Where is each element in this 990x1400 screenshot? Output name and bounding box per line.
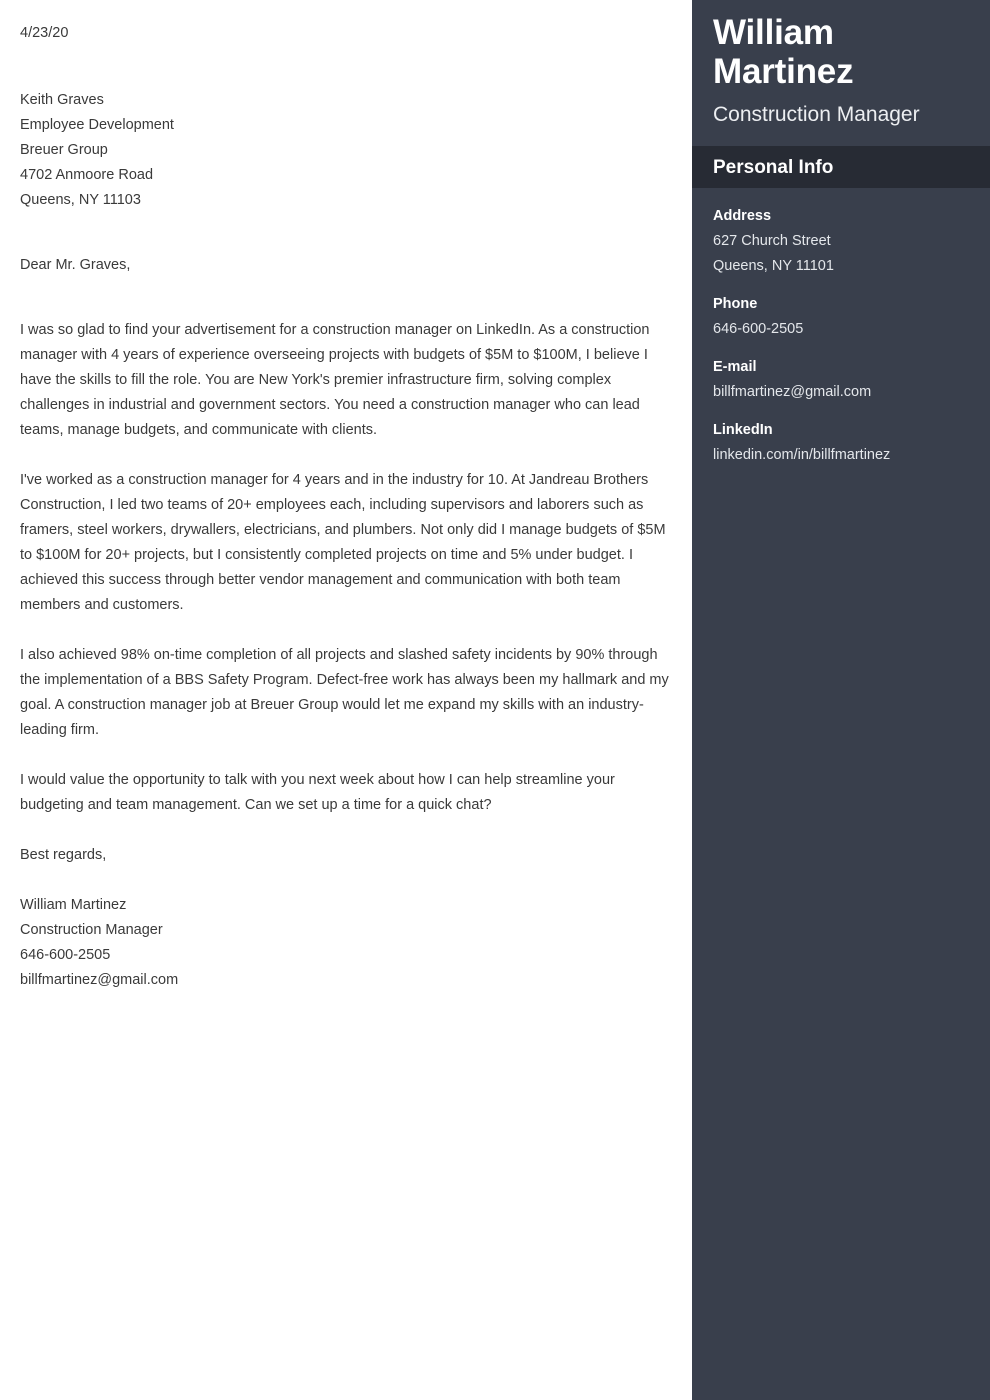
signature-phone: 646-600-2505 [20,947,111,963]
info-label: Address [713,208,772,225]
candidate-name: William Martinez [713,13,854,91]
info-group-phone [713,293,969,342]
body-paragraph: I've worked as a construction manager for 4 years and in the industry for 10. At Jandreau Brothers Construction, I led two teams of 20+ employees each, including supervisors and laborers such as framers, steel workers, drywallers, electricians, and plumbers. Not only did I manage budgets of $5M to $100M for 20+ projects, but I consistently completed projects on time and 5% under budget. I achieved this success through better vendor management and communication with both team members and customers. [20,472,666,613]
body-paragraph: I also achieved 98% on-time completion of all projects and slashed safety incidents by 90% through the implementation of a BBS Safety Program. Defect-free work has always been my hallmark and my goal. A construction manager job at Breuer Group would let me expand my skills with an industry-leading firm. [20,647,669,738]
recipient-line: 4702 Anmoore Road [20,167,154,183]
signature-email: billfmartinez@gmail.com [20,972,179,988]
info-group-address [713,205,969,279]
signature-name: William Martinez [20,897,127,913]
info-label: LinkedIn [713,422,773,439]
personal-info-list [692,188,990,468]
info-label: Phone [713,296,758,313]
closing-salutation: Best regards, [20,847,107,863]
info-value: Queens, NY 11101 [713,258,834,275]
info-value: linkedin.com/in/billfmartinez [713,447,891,464]
body-paragraph: I would value the opportunity to talk with you next week about how I can help streamline your budgeting and team management. Can we set up a time for a quick chat? [20,772,615,813]
info-group-linkedin [713,419,969,468]
signature-block [20,893,672,993]
salutation: Dear Mr. Graves, [20,257,131,273]
info-label: E-mail [713,359,757,376]
personal-info-section-band [692,146,990,188]
letter-date: 4/23/20 [20,25,69,41]
recipient-line: Keith Graves [20,92,104,108]
sidebar [692,0,990,1400]
signature-job-title: Construction Manager [20,922,163,938]
recipient-line: Breuer Group [20,142,108,158]
info-value: 627 Church Street [713,233,831,250]
candidate-job-title: Construction Manager [713,103,920,126]
info-value: 646-600-2505 [713,321,804,338]
recipient-line: Queens, NY 11103 [20,192,141,208]
personal-info-heading: Personal Info [713,156,834,178]
body-paragraph: I was so glad to find your advertisement for a construction manager on LinkedIn. As a construction manager with 4 years of experience overseeing projects with budgets of $5M to $100M, I believe I have the skills to fill the role. You are New York's premier infrastructure firm, solving complex challenges in industrial and government sectors. You need a construction manager who can lead teams, manage budgets, and communicate with clients. [20,322,650,438]
info-value: billfmartinez@gmail.com [713,384,872,401]
recipient-address-block [20,88,672,213]
info-group-email [713,356,969,405]
recipient-line: Employee Development [20,117,174,133]
sidebar-header [692,0,990,146]
